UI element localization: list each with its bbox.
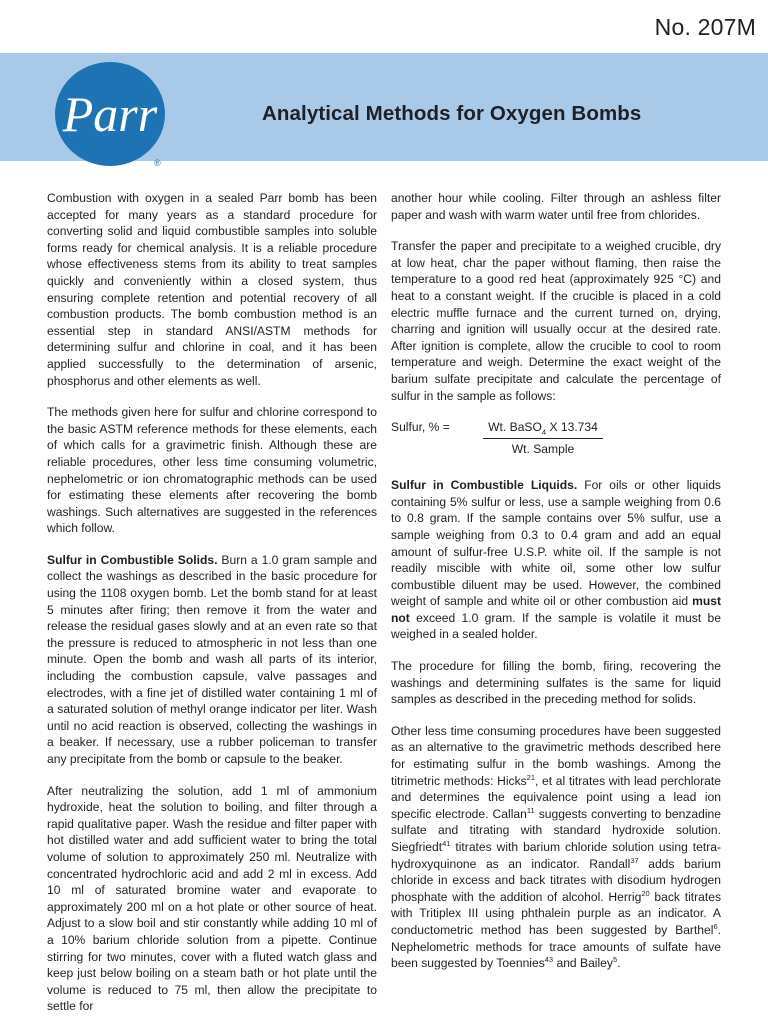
right-column bbox=[391, 190, 721, 987]
cooling-paragraph: another hour while cooling. Filter through an ashless filter paper and wash with warm water until free from chlorides. bbox=[391, 191, 721, 222]
procedure-paragraph: The procedure for filling the bomb, firing, recovering the washings and determining sulfates is the same for liquid samples as described in the preceding method for solids. bbox=[391, 659, 721, 707]
registered-mark: ® bbox=[154, 158, 161, 168]
liquids-heading: Sulfur in Combustible Liquids. bbox=[391, 478, 578, 493]
crucible-paragraph: Transfer the paper and precipitate to a weighed crucible, dry at low heat, char the paper without flaming, then raise the temperature to a good red heat (approximately 925 °C) and heat to a constant weight. If the crucible is placed in a cold electric muffle furnace and the current turned on, drying, charring and ignition will usually occur at the desired rate. After ignition is complete, allow the crucible to cool to room temperature and weigh. Determine the exact weight of the barium sulfate precipitate and calculate the percentage of sulfur in the sample as follows: bbox=[391, 239, 721, 403]
intro-paragraph: Combustion with oxygen in a sealed Parr bomb has been accepted for many years as a standard procedure for converting solid and liquid combustible samples into soluble forms ready for chemical analysis. It is a reliable procedure whose effectiveness stems from its ability to treat samples quickly and conveniently within a closed system, thus ensuring complete retention and potential recovery of all combustion products. The bomb combustion method is an essential step in standard ANSI/ASTM methods for determining sulfur and chlorine in coal, and it has been applied successfully to the determination of arsenic, phosphorus and other elements as well. bbox=[47, 191, 377, 388]
methods-paragraph: The methods given here for sulfur and chlorine correspond to the basic ASTM reference methods for these elements, each of which calls for a gravimetric finish. Although these are reliable procedures, other less time consuming volumetric, nephelometric or ion chromatographic methods can be used for estimating these elements after recovering the bomb washings. Such alternatives are suggested in the references which follow. bbox=[47, 405, 377, 536]
page-title: Analytical Methods for Oxygen Bombs bbox=[262, 102, 642, 125]
document-number: No. 207M bbox=[654, 14, 756, 40]
left-column bbox=[47, 190, 377, 1030]
formula-lhs: Sulfur, % = bbox=[391, 420, 450, 435]
liquids-paragraph: Sulfur in Combustible Liquids. For oils or other liquids containing 5% sulfur or less, use a sample weighing from 0.6 to 0.8 gram. If the sample contains over 5% sulfur, use a sample weighing from 0.3 to 0.4 gram and add an equal amount of sulfur-free U.S.P. white oil. If the sample is not readily miscible with white oil, some other low sulfur combustible diluent may be used. However, the combined weight of sample and white oil or other combustion aid must not exceed 1.0 gram. If the sample is volatile it must be weighed in a sealed holder. bbox=[391, 478, 721, 642]
must-not-emphasis: must not bbox=[391, 594, 721, 625]
solids-paragraph bbox=[47, 552, 377, 768]
logo-wordmark: Parr bbox=[62, 86, 158, 142]
neutralizing-paragraph: After neutralizing the solution, add 1 ml of ammonium hydroxide, heat the solution to boiling, and filter through a rapid qualitative paper. Wash the residue and filter paper with hot distilled water and add sufficient water to bring the total volume of solution to approximately 250 ml. Neutralize with concentrated hydrochloric acid and add 2 ml in excess. Add 10 ml of saturated bromine water and evaporate to approximately 200 ml on a hot plate or other source of heat. Adjust to a slow boil and stir constantly while adding 10 ml of a 10% barium chloride solution from a pipette. Continue stirring for two minutes, cover with a fluted watch glass and keep just below boiling on a steam bath or hot plate until the volume is reduced to 75 ml, then allow the precipitate to settle for bbox=[47, 783, 377, 1014]
formula-denominator: Wt. Sample bbox=[511, 442, 575, 457]
solids-heading: Sulfur in Combustible Solids. bbox=[47, 552, 218, 567]
sulfur-formula bbox=[391, 419, 721, 463]
alternatives-paragraph: Other less time consuming procedures have been suggested as an alternative to the gravimetric methods described here for estimating sulfur in the bomb washings. Among the titrimetric methods: Hicks$^{21}$, et al titrates with lead perchlorate and determines the equivalence point using a lead ion specific electrode. Callan$^{11}$ suggests converting to benzadine sulfate and titrating with standard hydroxide solution. Siegfriedt$^{41}$ titrates with barium chloride solution using tetra-hydroxyquinone as an indicator. Randall$^{37}$ adds barium chloride in excess and back titrates with disodium hydrogen phosphate with the addition of alcohol. Herrig$^{20}$ back titrates with Tritiplex III using phthalein purple as an indicator. A conductometric method has been suggested by Barthel$^6$. Nephelometric methods for trace amounts of sulfate have been suggested by Toennies$^{43}$ and Bailey$^5$. bbox=[391, 723, 721, 971]
solids-text: Burn a 1.0 gram sample and collect the washings as described in the basic procedure for using the 1108 oxygen bomb. Let the bomb stand for at least 5 minutes after firing; then remove it from the water and release the residual gases slowly and at an even rate so that the pressure is reduced to atmospheric in not less than one minute. Open the bomb and wash all parts of its interior, including the combustion capsule, valve passages and electrodes, with a fine jet of distilled water containing 1 ml of a saturated solution of methyl orange indicator per liter. Wash until no acid reaction is observed, collecting the washings in a beaker. If necessary, use a rubber policeman to transfer any precipitate from the bomb or capsule to the beaker. bbox=[47, 552, 377, 766]
parr-logo bbox=[48, 58, 172, 170]
formula-numerator: Wt. BaSO$_4$ X 13.734 bbox=[483, 419, 603, 439]
